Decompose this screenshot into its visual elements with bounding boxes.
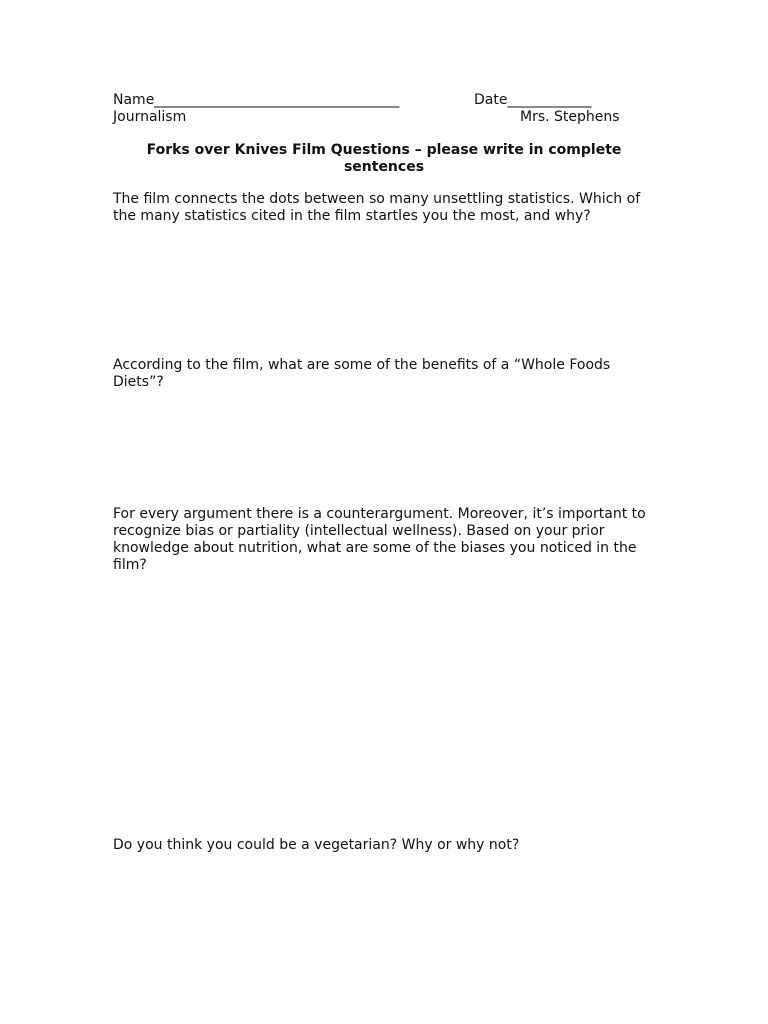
date-field-line: Date____________ [474, 92, 592, 108]
class-name: Journalism [113, 109, 187, 125]
question-4: Do you think you could be a vegetarian? Why or why not? [113, 837, 520, 853]
worksheet-title: Forks over Knives Film Questions – please write in complete sentences [146, 142, 622, 175]
name-field-line: Name___________________________________ [113, 92, 400, 108]
teacher-name: Mrs. Stephens [520, 109, 620, 125]
question-3: For every argument there is a counterargument. Moreover, it’s important to recognize bias or partiality (intellectual wellness). Based on your prior knowledge about nutrition, what are some of the biases you noticed in the film? [113, 506, 646, 573]
question-1: The film connects the dots between so many unsettling statistics. Which of the many statistics cited in the film startles you the most, and why? [113, 191, 641, 224]
question-2: According to the film, what are some of the benefits of a “Whole Foods Diets”? [113, 357, 611, 390]
